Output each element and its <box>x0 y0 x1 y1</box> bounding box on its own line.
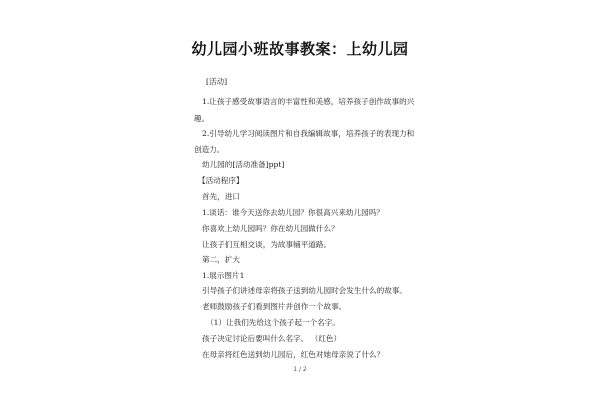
text-line: 1.谈话：谁今天送你去幼儿园？你很高兴来幼儿园吗？ <box>202 208 384 217</box>
text-line: 孩子决定讨论后要叫什么名字。 （红色） <box>202 334 342 343</box>
document-title: 幼儿园小班故事教案：上幼儿园 <box>191 40 409 58</box>
page-number: 1 / 2 <box>293 366 307 373</box>
text-line: [活动] <box>206 77 228 86</box>
text-line: 引导孩子们讲述母亲将孩子送到幼儿园时会发生什么的故事。 <box>202 286 408 295</box>
text-line: 趣。 <box>194 114 210 123</box>
text-line: 老师鼓励孩子们看到图片并创作一个故事。 <box>202 302 347 311</box>
text-line: 【活动程序】 <box>198 176 244 185</box>
text-line: 让孩子们互相交谈，为故事铺平道路。 <box>202 240 332 249</box>
text-line: 2.引导幼儿学习阅读图片和自我编辑故事，培养孩子的表现力和 <box>202 129 415 138</box>
text-line: 幼儿园的[活动准备]ppt] <box>202 160 285 169</box>
text-line: 1.展示图片1 <box>202 271 245 280</box>
text-line: 你喜欢上幼儿园吗？你在幼儿园做什么？ <box>202 224 339 233</box>
text-line: 第二，扩大 <box>202 255 240 264</box>
text-line: 创造力。 <box>194 145 225 154</box>
text-line: （1）让我们先给这个孩子起一个名字。 <box>206 318 340 327</box>
text-line: 1.让孩子感受故事语言的丰富性和美感，培养孩子创作故事的兴 <box>202 97 415 106</box>
text-line: 在母亲将红色送到幼儿园后，红色对她母亲说了什么？ <box>202 350 385 359</box>
text-line: 首先，进口 <box>202 192 240 201</box>
